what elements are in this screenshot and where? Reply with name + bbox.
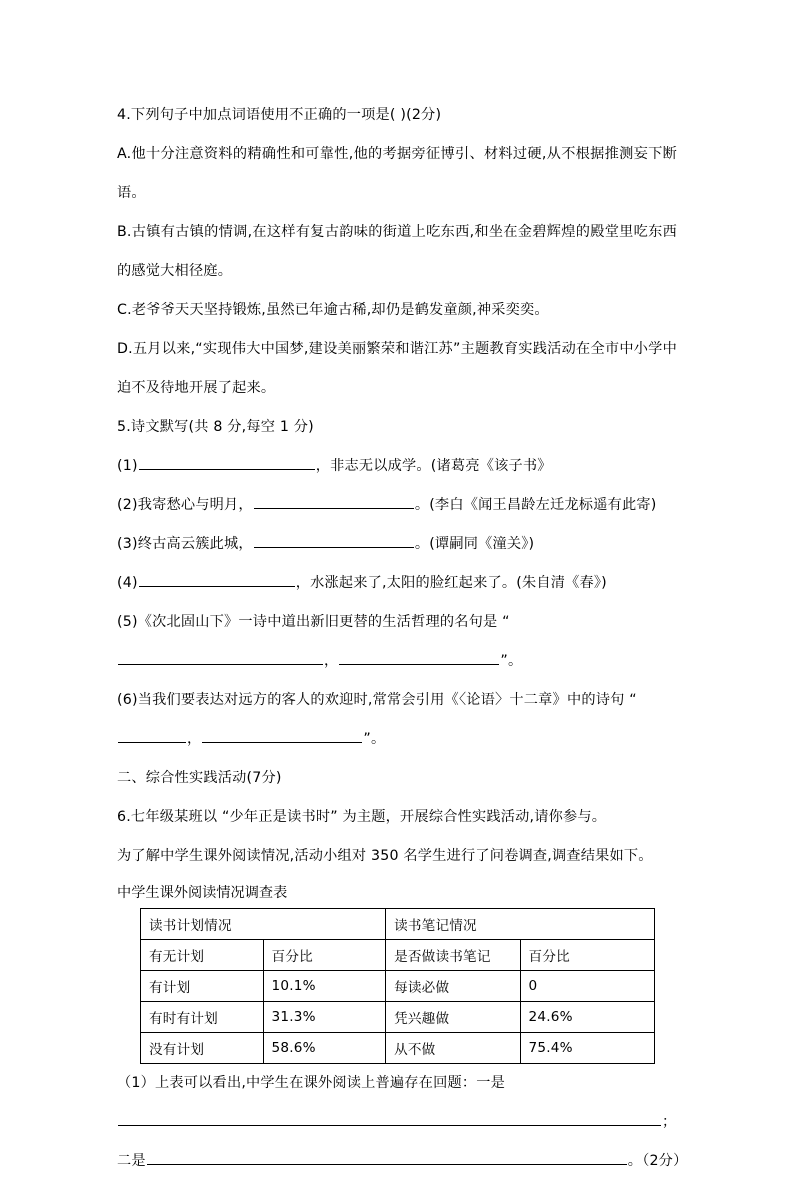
q5-item-5-blank-2[interactable] xyxy=(339,649,499,665)
q5-item-5 xyxy=(117,603,677,681)
question-5-stem: 5.诗文默写(共 8 分,每空 1 分) xyxy=(117,419,314,435)
table-row xyxy=(141,1033,655,1064)
column-header-has-plan: 有无计划 xyxy=(141,940,264,971)
q5-item-6-label: (6) xyxy=(117,692,138,708)
table-row-column-header xyxy=(141,940,655,971)
cell-notes-label: 从不做 xyxy=(386,1033,520,1064)
cell-notes-percent: 75.4% xyxy=(520,1033,654,1064)
q5-item-6 xyxy=(117,681,677,759)
q5-item-6-after: ”。 xyxy=(363,731,386,747)
q5-item-2-before: 我寄愁心与明月， xyxy=(137,497,253,513)
cell-plan-percent: 58.6% xyxy=(263,1033,386,1064)
q5-item-4-label: (4) xyxy=(117,575,138,591)
column-header-percent-2: 百分比 xyxy=(520,940,654,971)
question-6-stem: 6.七年级某班以 “少年正是读书时” 为主题，开展综合性实践活动,请你参与。 xyxy=(117,809,607,825)
cell-plan-percent: 10.1% xyxy=(263,971,386,1002)
table-row xyxy=(141,971,655,1002)
section-2-heading: 二、综合性实践活动(7分) xyxy=(117,770,282,786)
q5-item-5-after: ”。 xyxy=(500,653,523,669)
q5-item-3-before: 终古高云簇此城， xyxy=(137,536,253,552)
q5-item-4-after: ，水涨起来了,太阳的脸红起来了。(朱自清《春》) xyxy=(295,575,607,591)
q5-item-1 xyxy=(117,447,677,486)
table-row xyxy=(141,1002,655,1033)
page-content xyxy=(117,96,688,1181)
cell-notes-label: 凭兴趣做 xyxy=(386,1002,520,1033)
q5-item-6-blank-2[interactable] xyxy=(202,727,362,743)
q5-item-4 xyxy=(117,564,677,603)
question-6-sub2-prefix: 二是 xyxy=(117,1153,146,1169)
cell-plan-label: 没有计划 xyxy=(141,1033,264,1064)
column-header-takes-notes: 是否做读书笔记 xyxy=(386,940,520,971)
cell-notes-percent: 0 xyxy=(520,971,654,1002)
q5-item-1-blank[interactable] xyxy=(139,454,315,470)
q5-item-5-before: 《次北固山下》一诗中道出新旧更替的生活哲理的名句是 “ xyxy=(137,614,510,630)
question-6-sub1-semicolon: ； xyxy=(662,1114,677,1130)
q5-item-3 xyxy=(117,525,677,564)
question-6-sub2-blank[interactable] xyxy=(147,1149,627,1165)
cell-plan-label: 有时有计划 xyxy=(141,1002,264,1033)
question-6-sub2-suffix: 。（2分） xyxy=(627,1153,688,1169)
q5-item-3-label: (3) xyxy=(117,536,138,552)
q5-item-5-label: (5) xyxy=(117,614,138,630)
q5-item-3-blank[interactable] xyxy=(254,532,414,548)
question-4-stem: 4.下列句子中加点词语使用不正确的一项是( )(2分) xyxy=(117,107,442,123)
group-header-notes: 读书笔记情况 xyxy=(386,909,655,940)
column-header-percent-1: 百分比 xyxy=(263,940,386,971)
q5-item-1-after: ，非志无以成学。(诸葛亮《该子书》 xyxy=(315,458,552,474)
q5-item-4-blank[interactable] xyxy=(139,571,295,587)
q5-item-3-after: 。(谭嗣同《潼关》) xyxy=(414,536,535,552)
q5-item-5-mid: ， xyxy=(324,653,339,669)
cell-plan-label: 有计划 xyxy=(141,971,264,1002)
reading-survey-table xyxy=(140,908,655,1064)
q5-item-2-label: (2) xyxy=(117,497,138,513)
q5-item-2-after: 。(李白《闻王昌龄左迁龙标遥有此寄) xyxy=(414,497,657,513)
question-4-option-c: C.老爷爷天天坚持锻炼,虽然已年逾古稀,却仍是鹤发童颜,神采奕奕。 xyxy=(117,302,549,318)
question-6-intro: 为了解中学生课外阅读情况,活动小组对 350 名学生进行了问卷调查,调查结果如下。 xyxy=(117,848,653,864)
question-4-option-a: A.他十分注意资料的精确性和可靠性,他的考据旁征博引、材料过硬,从不根据推测妄下断语。 xyxy=(117,146,677,201)
table-row-group-header xyxy=(141,909,655,940)
q5-item-6-before: 当我们要表达对远方的客人的欢迎时,常常会引用《〈论语〉十二章》中的诗句 “ xyxy=(137,692,637,708)
question-6-sub1 xyxy=(117,1064,677,1103)
cell-notes-percent: 24.6% xyxy=(520,1002,654,1033)
q5-item-1-label: (1) xyxy=(117,458,138,474)
cell-notes-label: 每读必做 xyxy=(386,971,520,1002)
q5-item-2-blank[interactable] xyxy=(254,493,414,509)
cell-plan-percent: 31.3% xyxy=(263,1002,386,1033)
question-6-sub2-answer-line xyxy=(117,1142,688,1181)
table-caption: 中学生课外阅读情况调查表 xyxy=(117,885,288,901)
q5-item-6-mid: ， xyxy=(187,731,202,747)
question-6-sub1-blank[interactable] xyxy=(118,1110,661,1126)
question-4-option-b: B.古镇有古镇的情调,在这样有复古韵味的街道上吃东西,和坐在金碧辉煌的殿堂里吃东西的感觉大相径庭。 xyxy=(117,224,677,279)
q5-item-5-blank-1[interactable] xyxy=(118,649,323,665)
question-6-sub1-prefix: （1）上表可以看出,中学生在课外阅读上普遍存在回题：一是 xyxy=(117,1075,506,1091)
question-4-option-d: D.五月以来,“实现伟大中国梦,建设美丽繁荣和谐江苏”主题教育实践活动在全市中小学中迫不及待地开展了起来。 xyxy=(117,341,677,396)
q5-item-6-blank-1[interactable] xyxy=(118,727,186,743)
q5-item-2 xyxy=(117,486,677,525)
group-header-plan: 读书计划情况 xyxy=(141,909,386,940)
